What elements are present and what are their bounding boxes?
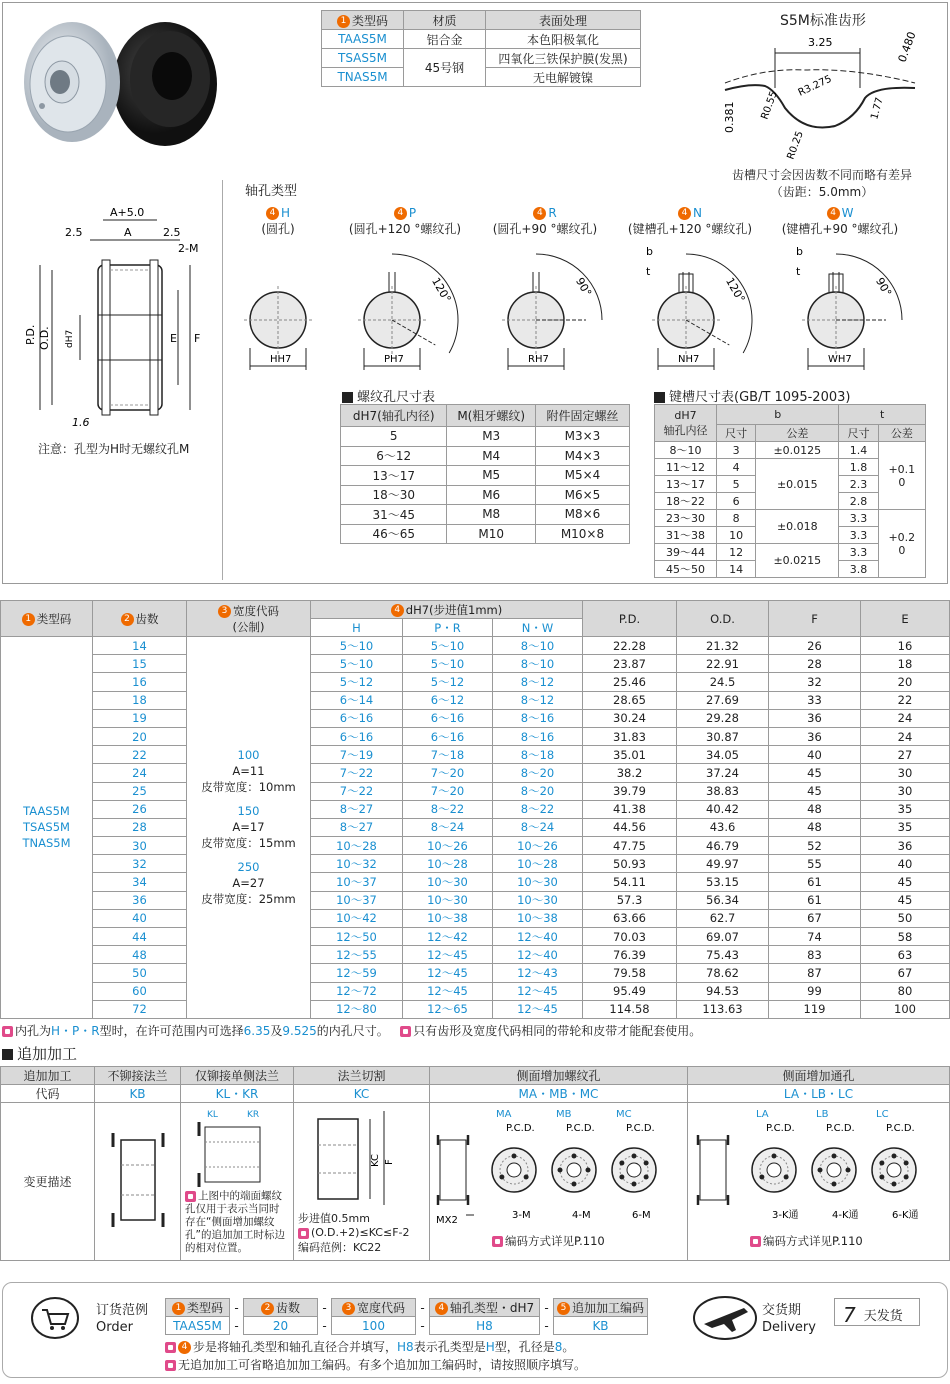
l-drawing-cell: LA P.C.D. 3-K通 LB P.C.D. 4-K通 LC P.C.D. 6-K通 编码方式详见P.110 (688, 1103, 950, 1261)
table-row: 30 10～28 10～26 10～26 47.75 46.79 52 36 (1, 837, 950, 855)
svg-text:P.C.D.: P.C.D. (825, 1123, 855, 1134)
kl-kr-drawing (185, 1107, 285, 1187)
svg-text:120°: 120° (723, 275, 748, 305)
tooth-note: 齿槽尺寸会因齿数不同而略有差异 （齿距：5.0mm） (731, 168, 912, 199)
order-title: 订货范例 Order (96, 1303, 149, 1335)
svg-text:3-M: 3-M (511, 1210, 531, 1221)
svg-text:HH7: HH7 (270, 354, 292, 365)
order-table: 1 类型码 - 2 齿数 - 3 宽度代码 - 4 轴孔类型・dH7 - 5 追加加工编码 TAAS5M - 20 - 100 - H8 - KB (165, 1298, 648, 1335)
svg-text:t: t (796, 265, 801, 278)
svg-text:R0.25: R0.25 (785, 129, 806, 162)
table-row: 50 12～59 12～45 12～43 79.58 78.62 87 67 (1, 964, 950, 982)
table-row: 18 6～14 6～12 8～12 28.65 27.69 33 22 (1, 691, 950, 709)
svg-text:KR: KR (247, 1110, 260, 1120)
pulley-note: 注意：孔型为H时无螺纹孔M (38, 442, 190, 456)
table-row: 31～45 M8 M8×6 (341, 505, 630, 525)
table-row: 23～30 8 ±0.018 3.3 +0.2 0 (655, 510, 926, 527)
svg-text:2.5: 2.5 (65, 226, 83, 239)
svg-text:2-M: 2-M (178, 242, 199, 255)
svg-text:O.D.: O.D. (38, 326, 51, 350)
svg-text:RH7: RH7 (528, 354, 549, 365)
table-row: 8～10 3 ±0.0125 1.4 +0.1 0 (655, 442, 926, 459)
svg-text:6-M: 6-M (631, 1210, 651, 1221)
note-icon (492, 1236, 503, 1247)
key-table-title: 键槽尺寸表(GB/T 1095-2003) (654, 386, 850, 405)
spec-notes: 内孔为H・P・R型时，在许可范围内可选择6.35及9.525的内孔尺寸。 只有齿形及宽度代码相同的带轮和皮带才能配套使用。 (2, 1022, 701, 1039)
table-row: 13～17 5 2.3 (655, 476, 926, 493)
note-icon (185, 1191, 196, 1202)
table-row: 15 5～10 5～10 8～10 23.87 22.91 28 18 (1, 655, 950, 673)
kb-drawing (103, 1125, 173, 1235)
svg-text:E: E (170, 332, 177, 345)
svg-text:MA: MA (495, 1109, 511, 1120)
table-row: 40 10～42 10～38 10～38 63.66 62.7 67 50 (1, 909, 950, 927)
svg-text:90°: 90° (873, 275, 895, 299)
table-row: 24 7～22 7～20 8～20 38.2 37.24 45 30 (1, 764, 950, 782)
svg-text:P.D.: P.D. (24, 324, 37, 345)
spec-table: 1 类型码 2 齿数 3 宽度代码 (公制) 4 dH7(步进值1mm) P.D. O.D. F E H P・R N・W TAAS5M TSAS5M TNAS5M 14 100 A=11 皮带宽度：10mm 150 A=17 皮带宽度：15mm 250 A=27 皮带宽度：25mm 5～10 5～10 8～10 22.28 21.32 26 16 15 5～10 5～10 8～10 23.87 22.91 28 18 16 5～12 5～12 8～12 25.46 24.5 32 20 18 6～14 6～12 8～12 28.65 27.69 33 22 19 6～16 6～16 8～16 30.24 29.28 36 24 20 6～16 6～16 8～16 31.83 30.87 36 24 22 7～19 7～18 8～18 35.01 34.05 40 27 24 7～22 7～20 8～20 38.2 37.24 45 30 25 7～22 7～20 8～20 39.79 38.83 45 30 26 8～27 8～22 8～22 41.38 40.42 48 35 28 8～27 8～24 8～24 44.56 43.6 48 35 30 10～28 10～26 10～26 47.75 46.79 52 36 32 10～32 10～28 10～28 50.93 49.97 55 40 34 10～37 10～30 10～30 54.11 53.15 61 45 36 10～37 10～30 10～30 57.3 56.34 61 45 40 10～42 10～38 10～38 63.66 62.7 67 50 44 12～50 12～42 12～40 70.03 69.07 74 58 48 12～55 12～45 12～40 76.39 75.43 83 63 50 12～59 12～45 12～43 79.58 78.62 87 67 60 12～72 12～45 12～45 95.49 94.53 99 80 72 12～80 12～65 12～45 114.58 113.63 119 100 (0, 600, 950, 1019)
svg-text:0.480: 0.480 (895, 29, 919, 65)
svg-text:LC: LC (875, 1109, 889, 1120)
note-icon (2, 1026, 13, 1037)
bore-type-w: 4 W (键槽孔+90 °螺纹孔) (781, 206, 899, 236)
table-row: 34 10～37 10～30 10～30 54.11 53.15 61 45 (1, 873, 950, 891)
bore-drawing-p (342, 245, 492, 375)
table-row: 18～30 M6 M6×5 (341, 485, 630, 505)
delivery-days: 7 (843, 1303, 856, 1327)
table-row: 60 12～72 12～45 12～45 95.49 94.53 99 80 (1, 982, 950, 1000)
svg-text:1.77: 1.77 (869, 96, 886, 121)
table-row: 36 10～37 10～30 10～30 57.3 56.34 61 45 (1, 891, 950, 909)
kc-drawing (298, 1107, 418, 1207)
svg-text:4-M: 4-M (571, 1210, 591, 1221)
table-row: 18～22 6 2.8 (655, 493, 926, 510)
svg-text:A: A (124, 226, 132, 239)
table-row: 20 6～16 6～16 8～16 31.83 30.87 36 24 (1, 727, 950, 745)
m-drawing-cell: MX2 MA P.C.D. 3-M MB P.C.D. 4-M MC P.C.D. 6-M 编码方式详见P.110 (430, 1103, 688, 1261)
svg-text:KL: KL (207, 1110, 218, 1120)
table-row: 39～44 12 ±0.0215 3.3 (655, 544, 926, 561)
bore-drawing-r (486, 245, 636, 375)
m-holes-drawing (434, 1105, 684, 1230)
svg-text:P.C.D.: P.C.D. (505, 1123, 535, 1134)
svg-text:P.C.D.: P.C.D. (565, 1123, 595, 1134)
screw-hole-table: dH7(轴孔内径) M(粗牙螺纹) 附件固定螺丝 5 M3 M3×3 6～12 M4 M4×3 13～17 M5 M5×4 18～30 M6 M6×5 31～45 M8 M8×6 46～65 M10 M10×8 (340, 404, 630, 544)
svg-text:3.25: 3.25 (808, 36, 833, 49)
svg-text:KC: KC (370, 1154, 381, 1167)
note-icon (165, 1360, 176, 1371)
svg-text:P.C.D.: P.C.D. (885, 1123, 915, 1134)
svg-text:PH7: PH7 (384, 354, 404, 365)
table-row: 46～65 M10 M10×8 (341, 524, 630, 544)
table-row: 26 8～27 8～22 8～22 41.38 40.42 48 35 (1, 800, 950, 818)
svg-text:R0.55: R0.55 (759, 89, 780, 122)
product-photo (10, 14, 225, 164)
table-row: 32 10～32 10～28 10～28 50.93 49.97 55 40 (1, 855, 950, 873)
svg-text:3-K通: 3-K通 (771, 1210, 799, 1221)
svg-text:6-K通: 6-K通 (891, 1210, 919, 1221)
delivery-days-box: 7 天发货 (834, 1298, 920, 1326)
material-table: 1 类型码 材质 表面处理 TAAS5M 铝合金 本色阳极氧化 TSAS5M 45号钢 四氧化三铁保护膜(发黑) TNAS5M 无电解镀镍 (321, 10, 641, 87)
svg-text:WH7: WH7 (828, 354, 852, 365)
table-row: 5 M3 M3×3 (341, 427, 630, 447)
svg-text:LB: LB (815, 1109, 828, 1120)
svg-text:t: t (646, 265, 651, 278)
table-row: 45～50 14 3.8 (655, 561, 926, 578)
note-icon (400, 1026, 411, 1037)
svg-text:A+5.0: A+5.0 (110, 206, 145, 219)
table-row: TAAS5M TSAS5M TNAS5M 14 100 A=11 皮带宽度：10mm 150 A=17 皮带宽度：15mm 250 A=27 皮带宽度：25mm 5～10 5～10 8～10 22.28 21.32 26 16 (1, 637, 950, 655)
kb-drawing-cell (95, 1103, 181, 1261)
svg-text:2.5: 2.5 (163, 226, 181, 239)
keyway-table: dH7 轴孔内径 b t 尺寸 公差 尺寸 公差 8～10 3 ±0.0125 1.4 +0.1 0 11～12 4 ±0.015 1.8 13～17 5 2.3 18～22 6 2.8 23～30 8 ±0.018 3.3 +0.2 0 31～38 10 3.3 39～44 12 ±0.0215 3.3 45～50 14 3.8 (654, 404, 926, 578)
table-row: 11～12 4 ±0.015 1.8 (655, 459, 926, 476)
bore-drawing-n (636, 245, 786, 375)
table-row: 44 12～50 12～42 12～40 70.03 69.07 74 58 (1, 928, 950, 946)
svg-text:b: b (796, 245, 803, 258)
svg-text:4-K通: 4-K通 (831, 1210, 859, 1221)
bore-type-p: 4 P (圆孔+120 °螺纹孔) (348, 206, 462, 236)
note-icon (298, 1228, 309, 1239)
svg-text:LA: LA (755, 1109, 769, 1120)
table-row: 13～17 M5 M5×4 (341, 466, 630, 486)
bore-types-title: 轴孔类型 (245, 184, 298, 199)
cart-icon (30, 1296, 80, 1340)
l-holes-drawing (694, 1105, 944, 1230)
svg-text:b: b (646, 245, 653, 258)
svg-text:MC: MC (615, 1109, 632, 1120)
svg-text:F: F (194, 332, 201, 345)
bore-drawing-w (786, 245, 936, 375)
svg-text:90°: 90° (573, 275, 595, 299)
note-icon (750, 1236, 761, 1247)
delivery-title: 交货期 Delivery (762, 1303, 816, 1335)
bore-type-h: 4 H (圆孔) (261, 206, 295, 236)
order-notes: 4 步是将轴孔类型和轴孔直径合并填写，H8表示孔类型是H型，孔径是8。 无追加加工可省略追加加工编码。有多个追加加工编码时，请按照顺序填写。 (165, 1338, 586, 1374)
table-row: 19 6～16 6～16 8～16 30.24 29.28 36 24 (1, 709, 950, 727)
table-row: 31～38 10 3.3 (655, 527, 926, 544)
table-row: 22 7～19 7～18 8～18 35.01 34.05 40 27 (1, 746, 950, 764)
screw-table-title: 螺纹孔尺寸表 (342, 386, 435, 405)
table-row: 72 12～80 12～65 12～45 114.58 113.63 119 100 (1, 1000, 950, 1018)
svg-text:120°: 120° (429, 275, 454, 305)
svg-text:1.6: 1.6 (72, 416, 90, 429)
svg-text:R3.275: R3.275 (796, 73, 834, 99)
extra-title: 追加加工 (2, 1043, 77, 1064)
svg-text:MX2: MX2 (435, 1215, 458, 1226)
table-row: 28 8～27 8～24 8～24 44.56 43.6 48 35 (1, 818, 950, 836)
table-row: 25 7～22 7～20 8～20 39.79 38.83 45 30 (1, 782, 950, 800)
bore-type-n: 4 N (键槽孔+120 °螺纹孔) (627, 206, 753, 236)
svg-text:P.C.D.: P.C.D. (625, 1123, 655, 1134)
svg-text:P.C.D.: P.C.D. (765, 1123, 795, 1134)
svg-text:NH7: NH7 (678, 354, 700, 365)
tooth-title: S5M标准齿形 (780, 13, 866, 29)
note-icon (165, 1342, 176, 1353)
table-row: 16 5～12 5～12 8～12 25.46 24.5 32 20 (1, 673, 950, 691)
svg-text:dH7: dH7 (65, 329, 75, 348)
extra-table: 追加加工 不铆接法兰 仅铆接单侧法兰 法兰切割 侧面增加螺纹孔 侧面增加通孔 代码 KB KL・KR KC MA・MB・MC LA・LB・LC 变更描述 KL KR 上图中的端面螺纹孔仅用于表示当同时存在“侧面增加螺纹孔”的追加加工时标边的相对位置。 KC F 步进值0.5mm (O.D.+2)≤KC≤F-2 编码范例：KC22 MX2 MA P.C.D. 3-M MB P.C.D. 4-M MC P.C.D. 6-M 编码方式详见P.110 LA P.C.D. 3-K通 LB P.C.D. 4-K通 LC P.C.D. 6-K通 编码方式详见P.110 (0, 1066, 950, 1261)
svg-text:0.381: 0.381 (723, 101, 736, 133)
table-row: 48 12～55 12～45 12～40 76.39 75.43 83 63 (1, 946, 950, 964)
table-row: 6～12 M4 M4×3 (341, 446, 630, 466)
svg-text:MB: MB (555, 1109, 571, 1120)
airplane-icon (692, 1294, 758, 1342)
bore-type-r: 4 R (圆孔+90 °螺纹孔) (492, 206, 598, 236)
tooth-profile-diagram (705, 28, 945, 163)
pulley-dimension-drawing (20, 200, 210, 430)
svg-text:F: F (384, 1159, 395, 1165)
